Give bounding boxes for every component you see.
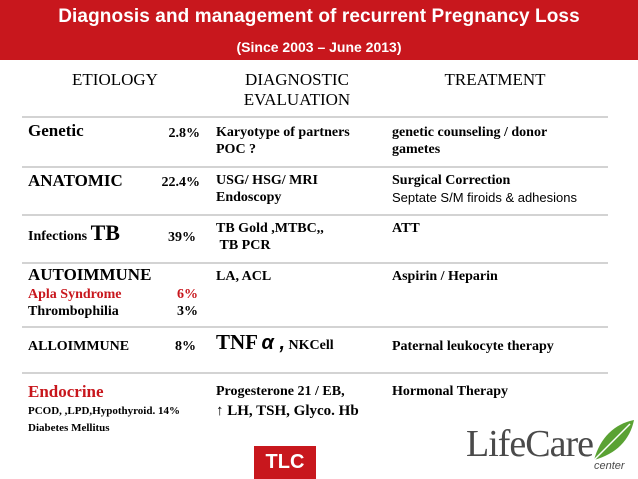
etiology-autoimmune: AUTOIMMUNE (28, 265, 152, 284)
row-separator (22, 116, 608, 118)
diag-infections (216, 220, 324, 254)
logo-subtext: center (594, 460, 625, 472)
row-separator (22, 326, 608, 328)
slide-title: Diagnosis and management of recurrent Pregnancy Loss (58, 6, 580, 27)
diag-alloimmune-nkcell: NKCell (288, 338, 334, 353)
diag-anatomic-line1: USG/ HSG/ MRI (216, 173, 318, 188)
etiology-endocrine: Endocrine (28, 382, 104, 401)
pct-thrombophilia: 3% (177, 304, 198, 319)
row-separator (22, 166, 608, 168)
etiology-infections-tb: TB (90, 220, 120, 245)
treat-anatomic-line2: Septate S/M firoids & adhesions (392, 190, 577, 205)
logo-text: LifeCare (466, 423, 594, 465)
header-treatment: TREATMENT (444, 70, 546, 89)
header-diagnostic-line1: DIAGNOSTIC (245, 70, 349, 89)
treat-alloimmune: Paternal leukocyte therapy (392, 339, 554, 354)
diag-endocrine-line1: Progesterone 21 / EB, (216, 384, 345, 399)
diag-infections-line2: TB PCR (219, 238, 271, 253)
diag-alloimmune-alpha: α , (261, 332, 286, 354)
treat-anatomic (392, 172, 577, 207)
row-separator (22, 214, 608, 216)
treat-autoimmune: Aspirin / Heparin (392, 269, 498, 284)
diag-endocrine-line2: ↑ LH, TSH, Glyco. Hb (216, 403, 359, 419)
lifecare-logo (462, 418, 638, 479)
endocrine-diabetes: Diabetes Mellitus (28, 422, 110, 434)
title-banner (0, 0, 638, 60)
diag-alloimmune-tnf: TNF (216, 330, 258, 354)
header-diagnostic-line2: EVALUATION (243, 90, 351, 109)
pct-infections: 39% (168, 230, 196, 245)
diag-anatomic-line2: Endoscopy (216, 190, 282, 205)
autoimmune-apla: Apla Syndrome (28, 287, 122, 302)
treat-genetic (392, 124, 547, 158)
etiology-genetic: Genetic (28, 121, 84, 140)
diag-anatomic (216, 172, 318, 206)
header-etiology: ETIOLOGY (72, 70, 158, 89)
treat-genetic-line2: gametes (392, 142, 441, 157)
etiology-infections-label: Infections (28, 229, 88, 244)
pct-alloimmune: 8% (175, 339, 196, 354)
header-diagnostic (222, 70, 372, 110)
autoimmune-thrombophilia: Thrombophilia (28, 304, 119, 319)
diag-genetic (216, 124, 350, 158)
leaf-icon (590, 418, 636, 462)
etiology-infections (28, 220, 120, 245)
treat-anatomic-line1: Surgical Correction (392, 173, 511, 188)
diag-genetic-line1: Karyotype of partners (216, 125, 350, 140)
treat-endocrine: Hormonal Therapy (392, 384, 509, 399)
etiology-alloimmune: ALLOIMMUNE (28, 339, 130, 354)
treat-infections: ATT (392, 221, 420, 236)
diag-autoimmune: LA, ACL (216, 269, 272, 284)
row-separator (22, 262, 608, 264)
tlc-badge: TLC (254, 446, 316, 479)
diag-genetic-line2: POC ? (216, 142, 257, 157)
etiology-anatomic: ANATOMIC (28, 171, 123, 190)
diag-alloimmune (216, 330, 334, 354)
treat-genetic-line1: genetic counseling / donor (392, 125, 548, 140)
pct-anatomic: 22.4% (161, 175, 200, 190)
pct-genetic: 2.8% (168, 126, 200, 141)
diag-infections-line1: TB Gold ,MTBC,, (216, 221, 324, 236)
slide-subtitle: (Since 2003 – June 2013) (236, 39, 402, 55)
row-separator (22, 372, 608, 374)
pct-apla: 6% (177, 287, 198, 302)
endocrine-pcod: PCOD, ,LPD,Hypothyroid. 14% (28, 405, 180, 417)
